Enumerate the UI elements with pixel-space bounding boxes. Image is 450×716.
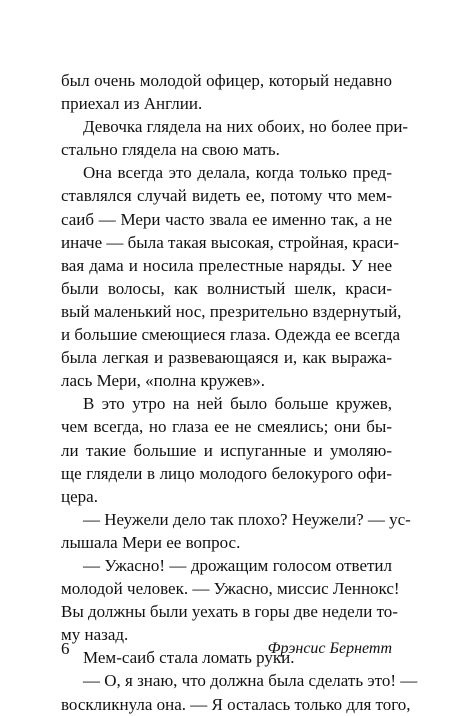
text-line: приехал из Англии. (61, 94, 203, 114)
text-line: ще глядели в лицо молодого белокурого офи- (61, 463, 392, 483)
page-number: 6 (61, 639, 70, 658)
text-line: вый маленький нос, презрительно вздернутый, (61, 301, 402, 321)
text-line: Девочка глядела на них обоих, но более при- (83, 117, 409, 137)
text-line: Мем-саиб стала ломать руки. (83, 648, 295, 668)
text-line: молодой человек. — Ужасно, миссис Леннокс! (61, 579, 400, 599)
text-line: Вы должны были уехать в горы две недели то- (61, 602, 398, 622)
running-author: Фрэнсис Бернетт (267, 640, 392, 657)
text-line: иначе — была такая высокая, стройная, краси- (61, 232, 400, 252)
text-line: ставлялся случай видеть ее, потому что мем- (61, 186, 392, 206)
text-line: вая дама и носила прелестные наряды. У нее (61, 255, 392, 275)
text-line: чем всегда, но глаза ее не смеялись; они бы- (61, 417, 392, 437)
text-line: был очень молодой офицер, который недавно (61, 71, 392, 90)
text-line: — Неужели дело так плохо? Неужели? — ус- (83, 509, 411, 529)
text-line: ли такие большие и испуганные и умоляю- (61, 440, 392, 460)
text-line: му назад. (61, 625, 129, 645)
text-line: была легкая и развевающаяся и, как выража- (61, 348, 392, 368)
text-line: воскликнула она. — Я осталась только для того, (61, 694, 411, 714)
text-line: были волосы, как волнистый шелк, краси- (61, 278, 392, 298)
text-line: Она всегда это делала, когда только пред- (83, 163, 392, 183)
text-line: саиб — Мери часто звала ее именно так, а не (61, 209, 392, 229)
text-line: лась Мери, «полна кружев». (61, 371, 266, 391)
body-text (61, 69, 418, 716)
text-line: лышала Мери ее вопрос. (61, 532, 241, 552)
text-line: — Ужасно! — дрожащим голосом ответил (83, 555, 392, 575)
text-line: цера. (61, 486, 98, 506)
page-footer (61, 637, 392, 661)
text-line: и большие смеющиеся глаза. Одежда ее всегда (61, 325, 401, 345)
text-line: стально глядела на свою мать. (61, 140, 280, 160)
text-line: В это утро на ней было больше кружев, (83, 394, 392, 414)
text-line: — О, я знаю, что должна была сделать это! — (83, 671, 418, 691)
